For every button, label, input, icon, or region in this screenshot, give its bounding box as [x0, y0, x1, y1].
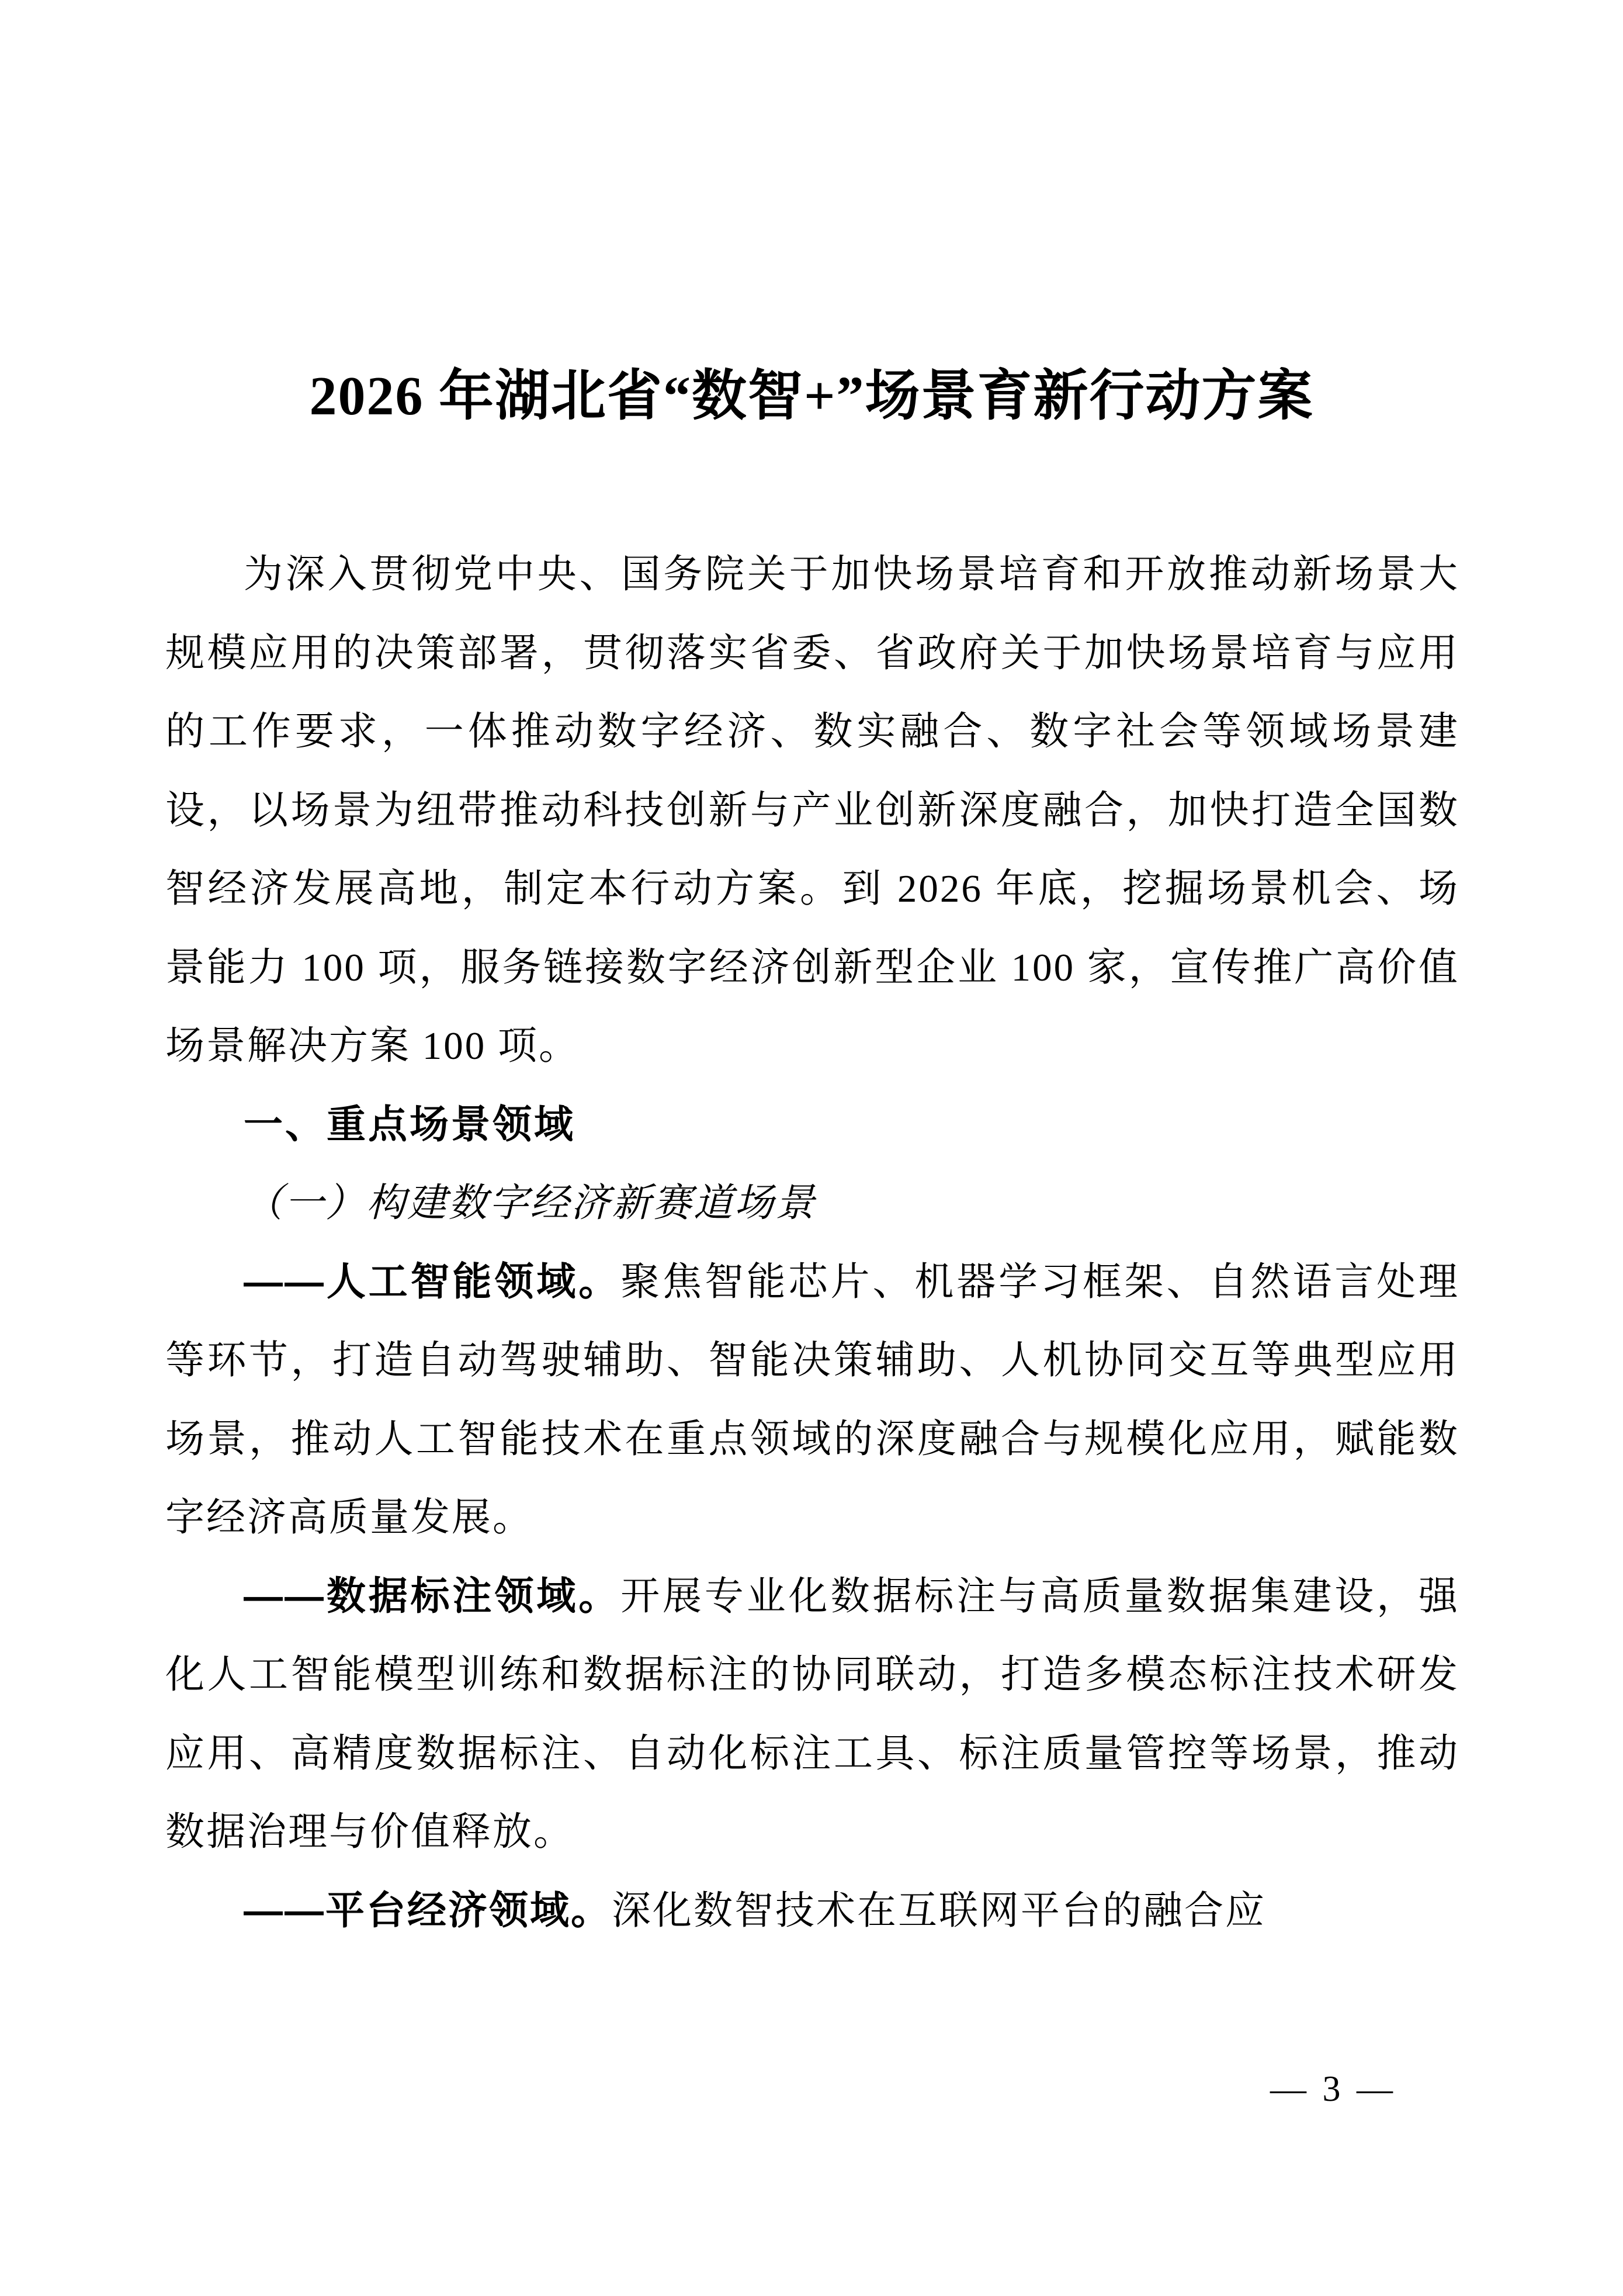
document-title: 2026 年湖北省“数智+”场景育新行动方案 — [309, 366, 1314, 427]
document-body — [165, 535, 1459, 1950]
platform-economy-paragraph-lead: ——平台经济领域。 — [244, 1888, 612, 1933]
data-annotation-paragraph-body: 开展专业化数据标注与高质量数据集建设，强化人工智能模型训练和数据标注的协同联动，打造多模态标注技术研发应用、高精度数据标注、自动化标注工具、标注质量管控等场景，推动数据治理与价值释放。 — [165, 1574, 1460, 1854]
platform-economy-paragraph — [165, 1872, 1459, 1951]
subsection-heading: （一）构建数字经济新赛道场景 — [244, 1182, 816, 1225]
ai-paragraph — [165, 1243, 1459, 1557]
ai-paragraph-lead: ——人工智能领域。 — [244, 1259, 621, 1304]
data-annotation-paragraph — [165, 1557, 1459, 1872]
ai-paragraph-body: 聚焦智能芯片、机器学习框架、自然语言处理等环节，打造自动驾驶辅助、智能决策辅助、人机协同交互等典型应用场景，推动人工智能技术在重点领域的深度融合与规模化应用，赋能数字经济高质量发展。 — [165, 1260, 1460, 1539]
data-annotation-paragraph-lead: ——数据标注领域。 — [244, 1574, 621, 1618]
platform-economy-paragraph-body: 深化数智技术在互联网平台的融合应 — [612, 1889, 1266, 1933]
page-number: — 3 — — [1270, 2069, 1396, 2109]
section-heading: 一、重点场景领域 — [244, 1102, 575, 1147]
intro-paragraph: 为深入贯彻党中央、国务院关于加快场景培育和开放推动新场景大规模应用的决策部署，贯彻落实省委、省政府关于加快场景培育与应用的工作要求，一体推动数字经济、数实融合、数字社会等领域场景建设，以场景为纽带推动科技创新与产业创新深度融合，加快打造全国数智经济发展高地，制定本行动方案。到 2026 年底，挖掘场景机会、场景能力 100 项，服务链接数字经济创新型企业 100 家，宣传推广高价值场景解决方案 100 项。 — [165, 553, 1459, 1068]
